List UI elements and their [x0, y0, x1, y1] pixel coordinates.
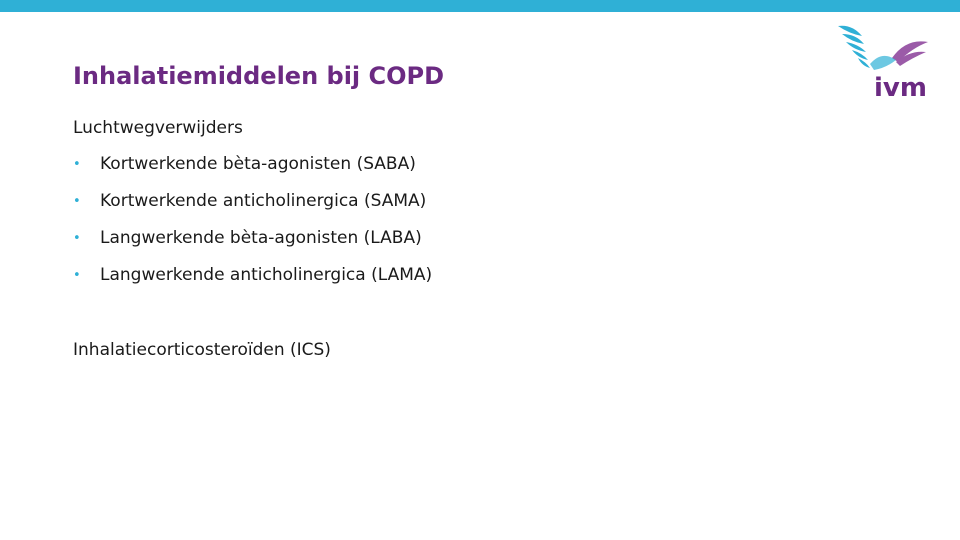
section-heading-bronchodilators: Luchtwegverwijders [73, 118, 243, 138]
bullet-icon: • [73, 267, 81, 283]
bullet-icon: • [73, 156, 81, 172]
list-item-text: Langwerkende bèta-agonisten (LABA) [100, 228, 422, 248]
list-item [73, 152, 432, 176]
bullet-icon: • [73, 230, 81, 246]
bird-wing-icon [832, 20, 942, 100]
list-item-text: Kortwerkende anticholinergica (SAMA) [100, 191, 427, 211]
bullet-list [73, 152, 432, 300]
list-item [73, 189, 432, 213]
slide-title: Inhalatiemiddelen bij COPD [73, 62, 445, 90]
bullet-icon: • [73, 193, 81, 209]
list-item-text: Langwerkende anticholinergica (LAMA) [100, 265, 433, 285]
list-item [73, 263, 432, 287]
top-accent-bar [0, 0, 960, 12]
logo-text: ivm [874, 73, 927, 100]
ivm-logo [832, 20, 942, 100]
list-item [73, 226, 432, 250]
list-item-text: Kortwerkende bèta-agonisten (SABA) [100, 154, 416, 174]
section-heading-ics: Inhalatiecorticosteroïden (ICS) [73, 340, 331, 360]
